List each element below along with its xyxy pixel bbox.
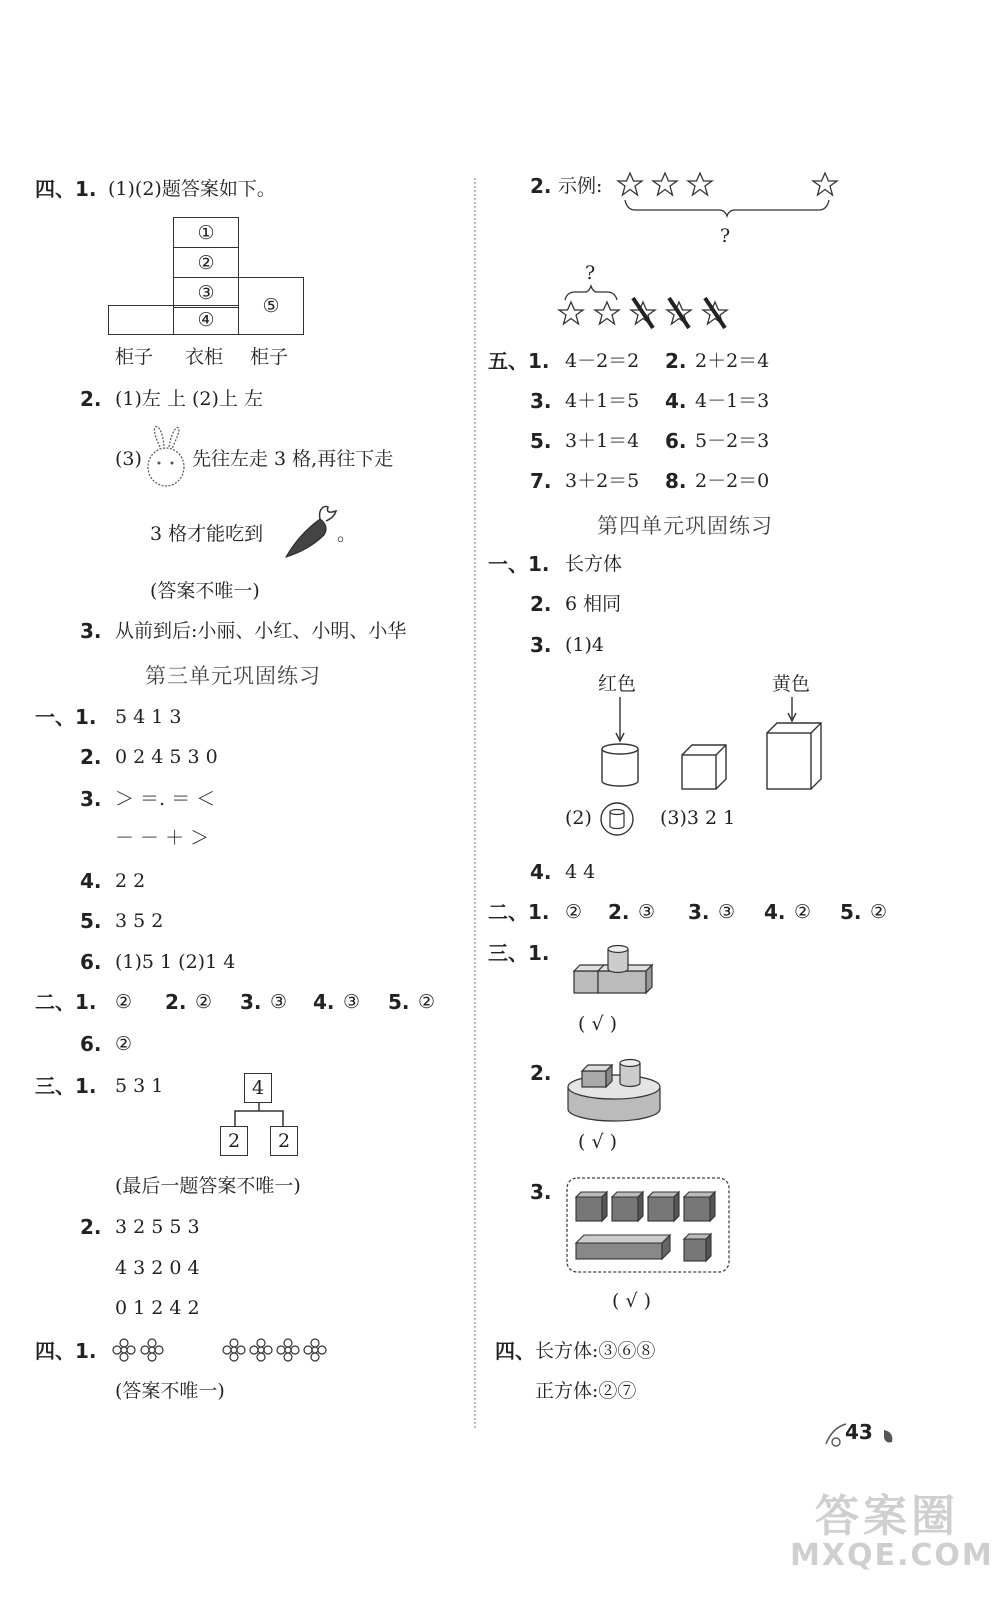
s5-eq7: 3＋2＝5 bbox=[565, 470, 640, 492]
section-4-q1-label: 四、1. bbox=[35, 177, 97, 201]
u3-s1-q6-label: 6. bbox=[80, 950, 102, 974]
blocks-figure-1 bbox=[570, 935, 670, 1005]
u3-s3-q2-row1: 3 2 5 5 3 bbox=[115, 1216, 200, 1238]
u4-s1-q4-text: 4 4 bbox=[565, 861, 596, 883]
grid-cell-1: ① bbox=[173, 217, 239, 248]
grid-label-middle: 衣柜 bbox=[185, 346, 224, 368]
u4-s1-q4-label: 4. bbox=[530, 860, 552, 884]
u3-s1-q2-label: 2. bbox=[80, 745, 102, 769]
u3-s1-q5-text: 3 5 2 bbox=[115, 910, 164, 932]
grid-cell-3: ③ bbox=[173, 277, 239, 308]
u4-s1-q1-label: 一、1. bbox=[488, 552, 550, 576]
u3-s2-label: 二、1. bbox=[35, 990, 97, 1014]
u4-s4-label: 四、 bbox=[495, 1339, 535, 1363]
u4-s3-q1-label: 三、1. bbox=[488, 941, 550, 965]
u4-s1-q2-label: 2. bbox=[530, 592, 552, 616]
s5-eq5: 3＋1＝4 bbox=[565, 430, 640, 452]
question-mark-1: ? bbox=[720, 225, 731, 247]
tree-top-box: 4 bbox=[244, 1073, 272, 1103]
grid-cell-5: ⑤ bbox=[238, 277, 304, 335]
s5-n5: 5. bbox=[530, 429, 552, 453]
star-row-top bbox=[615, 170, 850, 220]
right-q2-label: 2. bbox=[530, 174, 552, 198]
check-3: ( √ ) bbox=[612, 1290, 652, 1312]
s5-eq4: 4－1＝3 bbox=[695, 390, 770, 412]
u3-s4-q1-label: 四、1. bbox=[35, 1339, 97, 1363]
blocks-figure-3 bbox=[566, 1177, 732, 1275]
u3-s1-q1-text: 5 4 1 3 bbox=[115, 706, 182, 728]
u4-s2-n3: 3. bbox=[688, 900, 710, 924]
u3-s3-q2-label: 2. bbox=[80, 1215, 102, 1239]
check-2: ( √ ) bbox=[578, 1131, 618, 1153]
s5-n2: 2. bbox=[665, 349, 687, 373]
u3-s1-q1-label: 一、1. bbox=[35, 705, 97, 729]
s5-eq1: 4－2＝2 bbox=[565, 350, 640, 372]
u3-s3-q1-text: 5 3 1 bbox=[115, 1075, 164, 1097]
u3-s3-q1-label: 三、1. bbox=[35, 1074, 97, 1098]
s5-eq6: 5－2＝3 bbox=[695, 430, 770, 452]
carrot-icon bbox=[280, 503, 340, 563]
u4-s2-n2: 2. bbox=[608, 900, 630, 924]
section-4-q2-text: (1)左 上 (2)上 左 bbox=[115, 388, 263, 410]
question-mark-2: ? bbox=[585, 262, 596, 284]
section-4-q2-3-text2: 3 格才能吃到 bbox=[150, 523, 264, 545]
u4-s4-line1: 长方体:③⑥⑧ bbox=[535, 1340, 656, 1362]
section-4-q2-3-text: 先往左走 3 格,再往下走 bbox=[192, 448, 394, 470]
u4-s2-a3: ③ bbox=[718, 901, 736, 923]
grid-label-left: 柜子 bbox=[115, 346, 154, 368]
u4-s1-q2-text: 6 相同 bbox=[565, 593, 622, 615]
section-4-q3-text: 从前到后:小丽、小红、小明、小华 bbox=[115, 620, 407, 642]
page-number: 43 bbox=[845, 1420, 873, 1444]
u3-s1-q6-text: (1)5 1 (2)1 4 bbox=[115, 951, 236, 973]
watermark-url: MXQE.COM bbox=[790, 1538, 994, 1573]
s5-label: 五、1. bbox=[488, 349, 550, 373]
u4-q3-2-label: (2) bbox=[565, 807, 592, 829]
section-4-q2-3-end: 。 bbox=[337, 523, 357, 545]
u3-s2-n2: 2. bbox=[165, 990, 187, 1014]
u4-s4-line2: 正方体:②⑦ bbox=[535, 1380, 637, 1402]
label-yellow: 黄色 bbox=[772, 673, 811, 695]
section-4-q2-3-label: (3) bbox=[115, 448, 142, 470]
u4-s2-a1: ② bbox=[565, 901, 583, 923]
u3-s2-a2: ② bbox=[195, 991, 213, 1013]
u3-s2-a3: ③ bbox=[270, 991, 288, 1013]
u4-s2-n4: 4. bbox=[764, 900, 786, 924]
column-divider bbox=[474, 178, 476, 1428]
section-4-q2-note: (答案不唯一) bbox=[150, 580, 260, 602]
u3-s1-q3-label: 3. bbox=[80, 787, 102, 811]
s5-n4: 4. bbox=[665, 389, 687, 413]
s5-n8: 8. bbox=[665, 469, 687, 493]
u4-s3-q3-label: 3. bbox=[530, 1180, 552, 1204]
u4-q3-3-text: (3)3 2 1 bbox=[660, 807, 736, 829]
watermark-logo: 答案圈 bbox=[815, 1491, 959, 1542]
right-q2-text: 示例: bbox=[558, 175, 603, 197]
rabbit-icon bbox=[142, 425, 192, 490]
flower-group-small bbox=[112, 1337, 172, 1363]
section-4-q2-label: 2. bbox=[80, 387, 102, 411]
u4-s1-q3-text: (1)4 bbox=[565, 634, 605, 656]
circled-cylinder-icon bbox=[598, 800, 638, 840]
u3-s4-note: (答案不唯一) bbox=[115, 1380, 225, 1402]
u3-s1-q3-line1: ＞ ＝. ＝ ＜ bbox=[115, 788, 216, 810]
grid-label-right: 柜子 bbox=[250, 346, 289, 368]
grid-cell-empty bbox=[108, 305, 174, 335]
s5-n6: 6. bbox=[665, 429, 687, 453]
u4-s2-a5: ② bbox=[870, 901, 888, 923]
unit3-title: 第三单元巩固练习 bbox=[145, 664, 321, 688]
blocks-figure-2 bbox=[562, 1055, 672, 1130]
u3-s1-q4-text: 2 2 bbox=[115, 870, 146, 892]
u4-s2-label: 二、1. bbox=[488, 900, 550, 924]
section-4-q3-label: 3. bbox=[80, 619, 102, 643]
tree-left-box: 2 bbox=[220, 1126, 248, 1156]
u3-s2-n5: 5. bbox=[388, 990, 410, 1014]
s5-n7: 7. bbox=[530, 469, 552, 493]
u4-s2-a2: ③ bbox=[638, 901, 656, 923]
check-1: ( √ ) bbox=[578, 1013, 618, 1035]
tree-right-box: 2 bbox=[270, 1126, 298, 1156]
u3-s2-n4: 4. bbox=[313, 990, 335, 1014]
solids-figure bbox=[595, 697, 845, 792]
u3-s1-q5-label: 5. bbox=[80, 909, 102, 933]
u4-s1-q1-text: 长方体 bbox=[565, 553, 623, 575]
grid-cell-4: ④ bbox=[173, 305, 239, 335]
label-red: 红色 bbox=[598, 673, 637, 695]
u3-s2-n3: 3. bbox=[240, 990, 262, 1014]
u4-s1-q3-label: 3. bbox=[530, 633, 552, 657]
u4-s2-a4: ② bbox=[794, 901, 812, 923]
u3-s3-note: (最后一题答案不唯一) bbox=[115, 1175, 301, 1197]
u3-s1-q4-label: 4. bbox=[80, 869, 102, 893]
u3-s1-q2-text: 0 2 4 5 3 0 bbox=[115, 746, 218, 768]
u3-s2-a4: ③ bbox=[343, 991, 361, 1013]
u3-s1-q3-line2: － － ＋ ＞ bbox=[115, 827, 210, 849]
star-row-bottom bbox=[555, 282, 745, 332]
u3-s2-a1: ② bbox=[115, 991, 133, 1013]
u4-s2-n5: 5. bbox=[840, 900, 862, 924]
unit4-title: 第四单元巩固练习 bbox=[597, 514, 773, 538]
u3-s2-q6-text: ② bbox=[115, 1033, 133, 1055]
s5-eq2: 2＋2＝4 bbox=[695, 350, 770, 372]
u3-s3-q2-row3: 0 1 2 4 2 bbox=[115, 1297, 200, 1319]
grid-cell-2: ② bbox=[173, 247, 239, 278]
s5-eq8: 2－2＝0 bbox=[695, 470, 770, 492]
u3-s3-q2-row2: 4 3 2 0 4 bbox=[115, 1257, 200, 1279]
s5-n3: 3. bbox=[530, 389, 552, 413]
u3-s2-q6-label: 6. bbox=[80, 1032, 102, 1056]
u3-s2-a5: ② bbox=[418, 991, 436, 1013]
u4-s3-q2-label: 2. bbox=[530, 1061, 552, 1085]
s5-eq3: 4＋1＝5 bbox=[565, 390, 640, 412]
section-4-q1-text: (1)(2)题答案如下。 bbox=[108, 178, 276, 200]
flower-group-large bbox=[222, 1337, 332, 1363]
